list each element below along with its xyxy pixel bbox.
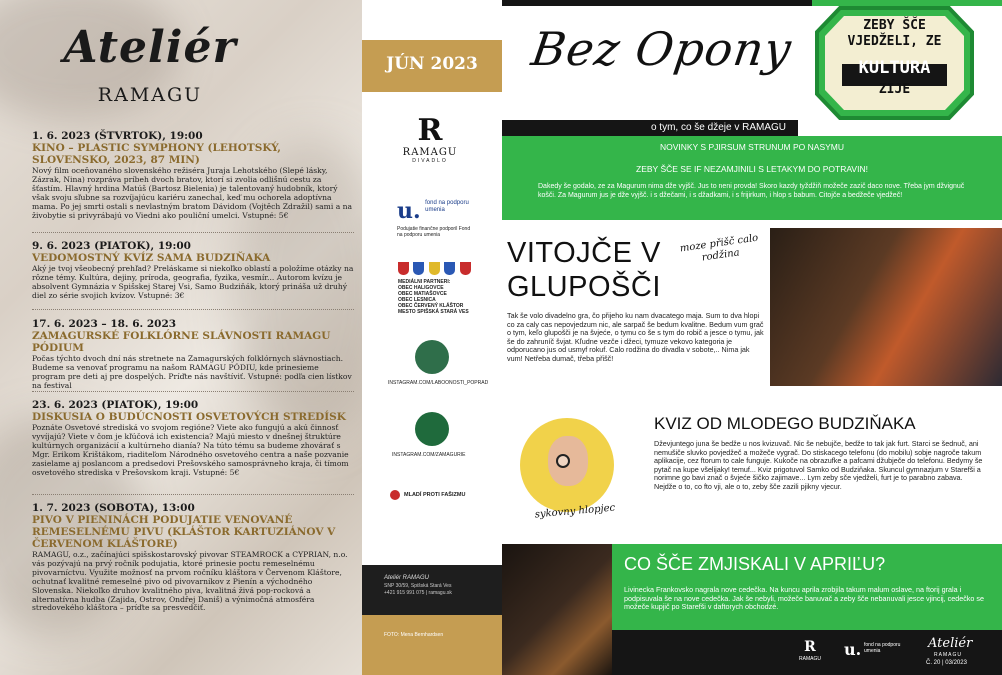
ramagu-letter: R [417, 113, 443, 148]
event-title: PIVO V PIENINÁCH PODUJATIE VENOVANÉ REMESELNÉMU PIVU (KLÁŠTOR KARTUZIÁNOV V ČERVENOM KLÁŠTORE) [32, 514, 336, 550]
top-bar [502, 0, 812, 6]
fond-logo [397, 198, 497, 238]
badge-text [832, 18, 957, 98]
article-2-title: KVIZ OD MLODEGO BUDZIŇAKA [654, 414, 916, 433]
crest-icon [444, 262, 455, 275]
antifascism-icon [390, 490, 400, 500]
partners-title: MEDIÁLNI PARTNERI: [398, 279, 451, 285]
tagline-bar [502, 120, 798, 136]
tagline: o tym, co še džeje v RAMAGU [650, 122, 786, 133]
crest-icon [413, 262, 424, 275]
instagram-link-1[interactable]: INSTAGRAM.COM/LABOONOSTI_POPRAD [388, 380, 489, 386]
divider [32, 232, 354, 233]
month-banner [362, 40, 502, 92]
badge-line: ZEBY ŠČE [863, 18, 926, 33]
atelier-logo-title: Ateliér [63, 22, 237, 73]
footer-bar [612, 630, 1002, 675]
photo-credit: FOTO: Mena Bernhardsen [384, 632, 444, 638]
crest-icon [429, 262, 440, 275]
article-1-title: VITOJČE V GLUPOŠČI [507, 237, 661, 303]
event-5 [32, 502, 354, 613]
divider [32, 391, 354, 392]
contact-title: Ateliér RAMAGU [384, 575, 430, 581]
partners-list [398, 279, 488, 315]
april-banner [612, 544, 1002, 630]
fond-name: fond na podporu umenia [425, 200, 469, 213]
fond-note: Podujatie finančne podporil Fond na podporu umenia [397, 226, 471, 238]
antifa-label: MLADÍ PROTI FAŠIZMU [404, 492, 466, 498]
event-body: Poznáte Osvetové strediská vo svojom regióne? Viete ako fungujú a akú činnosť vyvíjajú? Viete v čom je kľúčová ich existencia? Majú miesto v dnešnej štruktúre kultúrnych organizácií a kultúrneho dianía? Na túto tému sa budeme zhovárať s Mgr. Erikom Krištákom, riaditeľom Národného osvetového centra a naše pozvanie zasielame aj poslancom a predsedovi Prešovského samosprávneho kraja, či tímom osvetového strediska v Prešovskom kraji. Vstupné: 5€ [32, 423, 349, 477]
magnifier-icon [556, 454, 570, 468]
news-title-2: ZEBY ŠČE SE IF NEZAMJINILI S LETAKYM DO POTRAVIN! [636, 164, 868, 174]
article-2-aside: sykovny hlopjec [534, 502, 616, 521]
event-date: 1. 6. 2023 (ŠTVRTOK), 19:00 [32, 130, 203, 142]
ramagu-theatre-logo [400, 115, 460, 164]
masthead-title: Bez Opony [528, 22, 796, 76]
crest-icon [398, 262, 409, 275]
event-2 [32, 240, 354, 301]
news-body: Dakedy še godalo, ze za Magurum nima dže vyjšč. Jus to neni provda! Skoro kazdy tyždžiň možeče zazič daco nove. Třeba jym džvignuč košči. Za Magurum jus je dže vyjšč. i s džečami, i s džadkami, i s frijirkum, i hlop s babum. Citojče a bedžeče vjedžeč! [538, 183, 965, 199]
event-date: 1. 7. 2023 (SOBOTA), 13:00 [32, 502, 195, 514]
quiz-host-photo [520, 418, 614, 512]
partner-item: OBEC ČERVENÝ KLÁŠTOR [398, 303, 464, 309]
fond-letter: u. [397, 198, 421, 224]
zamagurie-logo-icon [415, 412, 449, 446]
event-body: Aký je tvoj všeobecný prehľad? Preláskame si niekoľko oblastí a položíme otázky na rôzne témy. Kultúra, dejiny, príroda, geografia, fyzika, vesmír... Autorom kvízu je absolvent Gymnázia v Spišskej Starej Vsi, Samo Budziňák, ktorý prináša už druhý diel zo série svojich kvízov. Vstupné: 3€ [32, 264, 354, 300]
month-label: JÚN 2023 [386, 54, 478, 74]
event-date: 23. 6. 2023 (PIATOK), 19:00 [32, 399, 199, 411]
photo-credit-box [362, 615, 502, 675]
footer-atelier: Ateliér [928, 636, 973, 651]
partner-item: MESTO SPIŠSKÁ STARÁ VES [398, 309, 469, 315]
footer-atelier-sub: RAMAGU [934, 652, 962, 658]
badge-line: ZIJE [878, 82, 911, 97]
partner-item: OBEC MATIAŠOVCE [398, 291, 447, 297]
event-date: 9. 6. 2023 (PIATOK), 19:00 [32, 240, 191, 252]
theatre-photo [770, 228, 1002, 386]
news-title-1: NOVINKY S PJIRSUM STRUNUM PO NASYMU [659, 142, 845, 152]
instagram-link-2[interactable]: INSTAGRAM.COM/ZAMAGURIE [392, 452, 466, 458]
event-1 [32, 130, 354, 220]
ramagu-sub: DIVADLO [412, 158, 448, 164]
concert-photo [502, 544, 612, 675]
footer-fond-logo-icon: u. [844, 640, 862, 659]
article-2-body: Dževjuntego juna še bedže u nos kvizuvač. Nic še nebujče, bedže to tak jak furt. Starci se šednuč, ani nemušiče sluvko povjedžeč a možeče vygrač. Do stiskacego telefonu (do mobilu) sobje nagroče takum aplikacije, cez ftorum to cale funguje. Kukoče na obrazufke a pafcami džubječe do telefonu. Bedymy še pytač na kupe všelijaky! temuf... Kviz prigotuvol Samko od Budziňaka. Skuncul gymnazjum v Starefši a norimne go bavi znač o švjeće šičko zajimave... Lym zeby sče vjedželi, furt je to parabno zabava. Nejdže o to, co fto vji, ale o to, zeby šče zazili pjikny vjecur. [654, 439, 983, 491]
event-body: RAMAGU, o.z., začínajúci spišskostarovský pivovar STEAMROCK a CYPRIAN, n.o. vás pozývajú na prvý ročník podujatia, ktoré prinesie poctu remeselnému pivovarníctvu. Využite možnosť na prvom ročníku kláštora v Červenom Kláštore, ochutnať kvalitné remeselné pivo od pivovarníkov z Pienín a východného Slovenska. Niekoľko druhov kvalitného piva, kvalitná živá pop-rocková a alternatívna hudba (Zajida, Ostrov, Ondřej Daniš) a výnimočná atmosféra stredovekého kláštora – príďte sa presvedčiť. [32, 550, 348, 613]
partner-item: OBEC LESNICA [398, 297, 436, 303]
footer-ramagu-name: RAMAGU [799, 656, 821, 662]
article-3-title: CO ŠČE ZMJISKALI V APRIĽU? [624, 554, 886, 574]
event-3 [32, 318, 354, 391]
divider [32, 494, 354, 495]
divider [32, 309, 354, 310]
contact-phone: +421 915 991 075 | ramagu.sk [384, 590, 452, 596]
municipality-crests [398, 262, 478, 276]
article-1-aside: moze přišč calo rodžina [679, 232, 759, 264]
event-body: Počas týchto dvoch dní nás stretnete na Zamagurských folklórnych slávnostiach. Budeme sa venovať programu na našom RAMAGU PÓDIU, kde prinesieme program pre deti aj pre dospelých. Príďte nás navštíviť. Vstupné: podľa cien lístkov na festival [32, 354, 352, 390]
event-title: KINO – PLASTIC SYMPHONY (LEHOTSKÝ, SLOVENSKO, 2023, 87 MIN) [32, 142, 281, 166]
atelier-logo-subtitle: RAMAGU [97, 84, 203, 106]
footer-ramagu-logo-icon: R [804, 639, 816, 655]
event-4 [32, 399, 354, 477]
contact-address: SNP 30/59, Spišská Stará Ves [384, 583, 452, 589]
article-3-body: Livinecka Frankovsko nagrala nove cedečka. Na kuncu aprila zrobjila takum malum oslave, na ftorij grala i podpisuvala še na nove cedečka. Jak še nebyli, možeče banuvač a zeby šče nebanuvali jesce vjincij, cedečko se možeče kupjič po Starefši v daftorych obchodzé. [624, 585, 984, 612]
event-title: ZAMAGURSKÉ FOLKLÓRNE SLÁVNOSTI RAMAGU PÓDIUM [32, 330, 331, 354]
ramagu-name: RAMAGU [402, 147, 458, 158]
badge-line-highlight: KULTURA [858, 58, 931, 78]
event-title: DISKUSIA O BUDÚCNOSTI OSVETOVÝCH STREDÍSK [32, 411, 346, 423]
crest-icon [460, 262, 471, 275]
partner-item: OBEC HALIGOVCE [398, 285, 444, 291]
news-banner [502, 136, 1002, 220]
footer-fond-name: fond na podporu umenia [864, 642, 901, 654]
issue-number: Č. 20 | 03/2023 [926, 660, 967, 666]
badge-line: VJEDŽELI, ZE [847, 34, 942, 49]
event-body: Nový film oceňovaného slovenského režiséra Juraja Lehotského (Slepé lásky, Zázrak, Nina) rozpráva príbeh dvoch bratov, ktorí si zvolia odlišnú cestu za šťastím. Hlavný hrdina Matúš (Bartosz Bielenia) je talentovaný hudobník, ktorý však svoju sľubne sa rozvíjajúcu kariéru zanechal, keď mu ochorela adoptívna mama. Po jej smrti ostali s nevlastným bratom Dávidom (Vojtěch Zdražil) sami a na živobytie si privyrábajú vo Viedni ako pouliční umelci. Vstupné: 5€ [32, 166, 353, 220]
article-1-body: Tak še volo divadelno gra, čo přijeho ku nam dvacatego maja. Sum to dva hlopi co za caly cas nepovjedzum nic, ale sarpač še bedum kvalitne. Bedum vum grač o tym, keľo glupošči je na švjeće, o tymu co še s tym do robič a jesce o tymu, jak še do zahruníč švjat. Kľudne vezče i džeci, tymuze vekovo kategoria je odporucano jus od usmyf rokuf. Calo rodžina do divadla v sobote,.. Nima jak vum! Netřeba dumač, třeba přišč! [507, 311, 764, 363]
event-date: 17. 6. 2023 – 18. 6. 2023 [32, 318, 177, 330]
event-title: VEDOMOSTNÝ KVÍZ SAMA BUDZIŇAKA [32, 252, 271, 264]
laboonosti-logo-icon [415, 340, 449, 374]
